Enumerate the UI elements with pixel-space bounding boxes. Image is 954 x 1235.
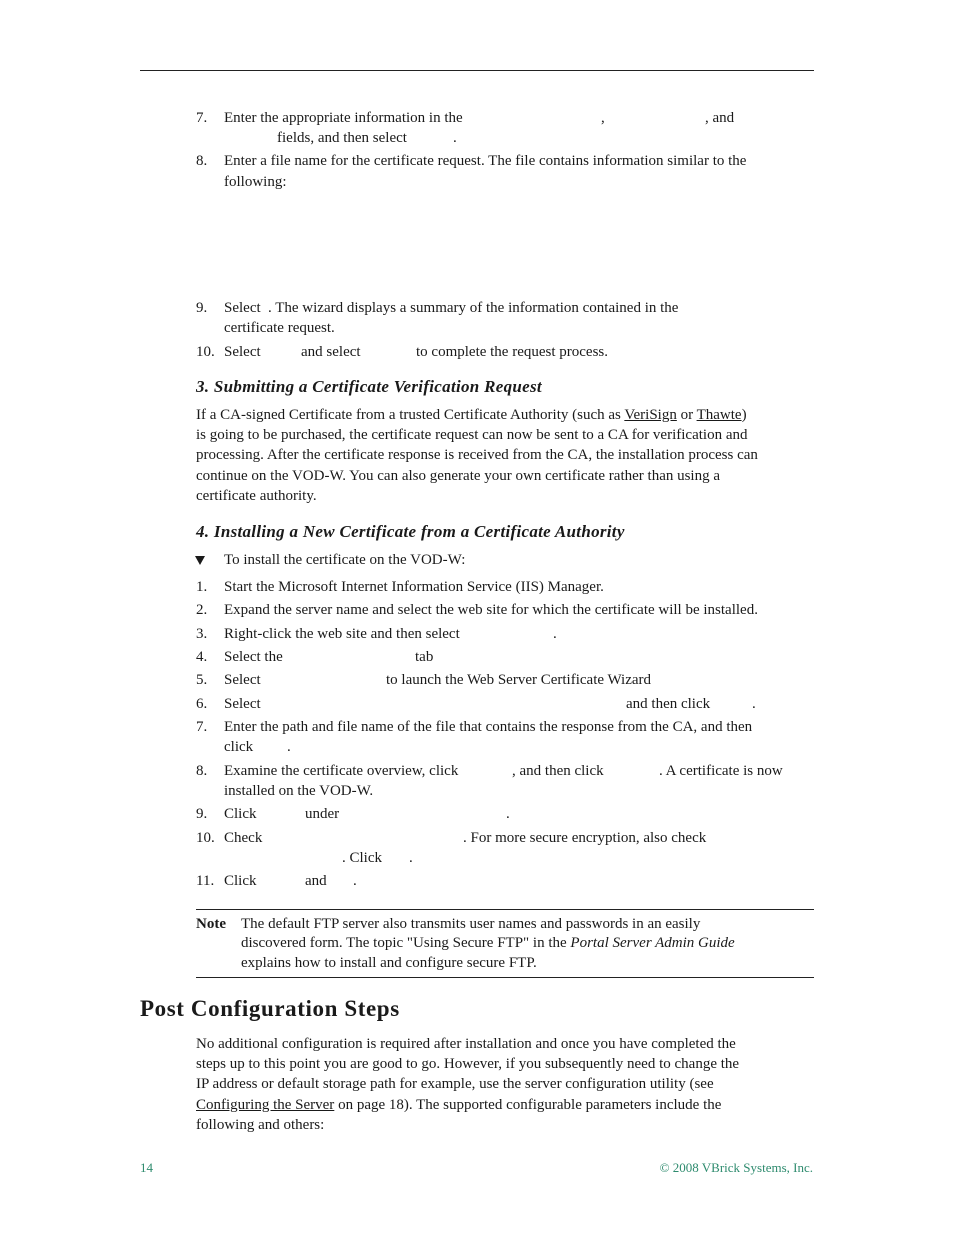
note-text-part: discovered form. The topic "Using Secure FTP" in the <box>241 935 571 951</box>
thawte-link[interactable]: Thawte <box>696 407 742 423</box>
step-text: tab <box>415 649 434 665</box>
step-text: to launch the Web Server Certificate Wizard <box>386 672 652 688</box>
paragraph-text: following and others: <box>196 1116 325 1133</box>
step-number: 1. <box>196 579 208 595</box>
verisign-link[interactable]: VeriSign <box>624 407 677 423</box>
procedure-intro: To install the certificate on the VOD-W: <box>224 552 466 568</box>
step-text: . <box>752 696 756 712</box>
step-number: 8. <box>196 153 208 169</box>
step-number: 10. <box>196 344 215 360</box>
step-text: Start the Microsoft Internet Information Service (IIS) Manager. <box>224 579 604 595</box>
paragraph-text: is going to be purchased, the certificate request can now be sent to a CA for verification and <box>196 427 748 444</box>
step-number: 7. <box>196 719 208 735</box>
step-number: 3. <box>196 626 208 642</box>
note-text: explains how to install and configure secure FTP. <box>241 955 537 971</box>
step-number: 10. <box>196 830 215 846</box>
step-text: , <box>601 110 605 126</box>
step-text: certificate request. <box>224 320 335 336</box>
step-text: Select <box>224 672 261 688</box>
step-text: Select <box>224 344 261 360</box>
step-text: , and <box>705 110 735 126</box>
paragraph-text: processing. After the certificate response is received from the CA, the installation process can <box>196 447 758 464</box>
note-bottom-rule <box>196 977 814 978</box>
step-text: . <box>287 739 291 755</box>
configuring-server-link[interactable]: Configuring the Server <box>196 1096 335 1113</box>
header-rule <box>140 70 814 71</box>
step-text: under <box>305 806 340 822</box>
step-text: and select <box>301 344 361 360</box>
step-text: Enter the appropriate information in the <box>224 110 463 126</box>
procedure-triangle-icon <box>195 556 205 565</box>
post-configuration-paragraph <box>196 1034 739 1135</box>
step-text: . <box>353 873 357 889</box>
step-text: . For more secure encryption, also check <box>463 830 707 846</box>
paragraph-text: certificate authority. <box>196 487 317 504</box>
step-number: 5. <box>196 672 208 688</box>
step-text: Select the <box>224 649 283 665</box>
step-text: following: <box>224 174 287 190</box>
step-number: 2. <box>196 602 208 618</box>
step-text: Enter the path and file name of the file that contains the response from the CA, and then <box>224 719 753 735</box>
step-text: Enter a file name for the certificate request. The file contains information similar to the <box>224 153 747 169</box>
step-text: Click <box>224 873 257 889</box>
step-text: . The wizard displays a summary of the information contained in the <box>268 300 679 316</box>
guide-title: Portal Server Admin Guide <box>570 935 735 951</box>
note-label: Note <box>196 916 226 932</box>
step-text: Select <box>224 300 261 316</box>
paragraph-text: IP address or default storage path for example, use the server configuration utility (see <box>196 1076 714 1093</box>
step-text: Select <box>224 696 261 712</box>
paragraph-text: ) <box>741 407 747 423</box>
paragraph-text: steps up to this point you are good to go. However, if you subsequently need to change the <box>196 1056 740 1073</box>
copyright: © 2008 VBrick Systems, Inc. <box>659 1160 813 1175</box>
section-4-heading: 4. Installing a New Certificate from a Certificate Authority <box>196 522 625 541</box>
step-text: . Click <box>342 850 382 866</box>
step-number: 4. <box>196 649 208 665</box>
step-number: 9. <box>196 300 208 316</box>
post-configuration-heading: Post Configuration Steps <box>140 996 400 1021</box>
paragraph-text: continue on the VOD-W. You can also generate your own certificate rather than using a <box>196 467 721 484</box>
step-text: Right-click the web site and then select <box>224 626 460 642</box>
step-text: installed on the VOD-W. <box>224 783 374 799</box>
step-text: . <box>453 130 457 146</box>
section-3-paragraph <box>196 405 758 506</box>
step-number: 9. <box>196 806 208 822</box>
note-text <box>241 933 735 953</box>
step-text: . A certificate is now <box>659 763 783 779</box>
note-top-rule <box>196 909 814 910</box>
paragraph-text: or <box>676 407 697 423</box>
step-text: , and then click <box>512 763 604 779</box>
step-text: and <box>305 873 327 889</box>
step-text: fields, and then select <box>277 130 407 146</box>
step-text: . <box>506 806 510 822</box>
step-text: Examine the certificate overview, click <box>224 763 459 779</box>
step-number: 7. <box>196 110 208 126</box>
step-number: 11. <box>196 873 215 889</box>
page-number: 14 <box>140 1160 153 1175</box>
paragraph-text: No additional configuration is required after installation and once you have completed the <box>196 1036 736 1052</box>
section-3-heading: 3. Submitting a Certificate Verification Request <box>196 377 542 396</box>
step-text: . <box>409 850 413 866</box>
step-text: click <box>224 739 254 755</box>
step-text: and then click <box>626 696 711 712</box>
step-number: 6. <box>196 696 208 712</box>
step-text: Expand the server name and select the web site for which the certificate will be installed. <box>224 602 758 618</box>
step-text: to complete the request process. <box>416 344 609 360</box>
paragraph-text: on page 18). The supported configurable parameters include the <box>334 1096 722 1113</box>
note-text: The default FTP server also transmits user names and passwords in an easily <box>241 916 701 932</box>
step-number: 8. <box>196 763 208 779</box>
step-text: Click <box>224 806 257 822</box>
step-text: Check <box>224 830 263 846</box>
paragraph-text: If a CA-signed Certificate from a trusted Certificate Authority (such as <box>196 407 625 423</box>
step-text: . <box>553 626 557 642</box>
